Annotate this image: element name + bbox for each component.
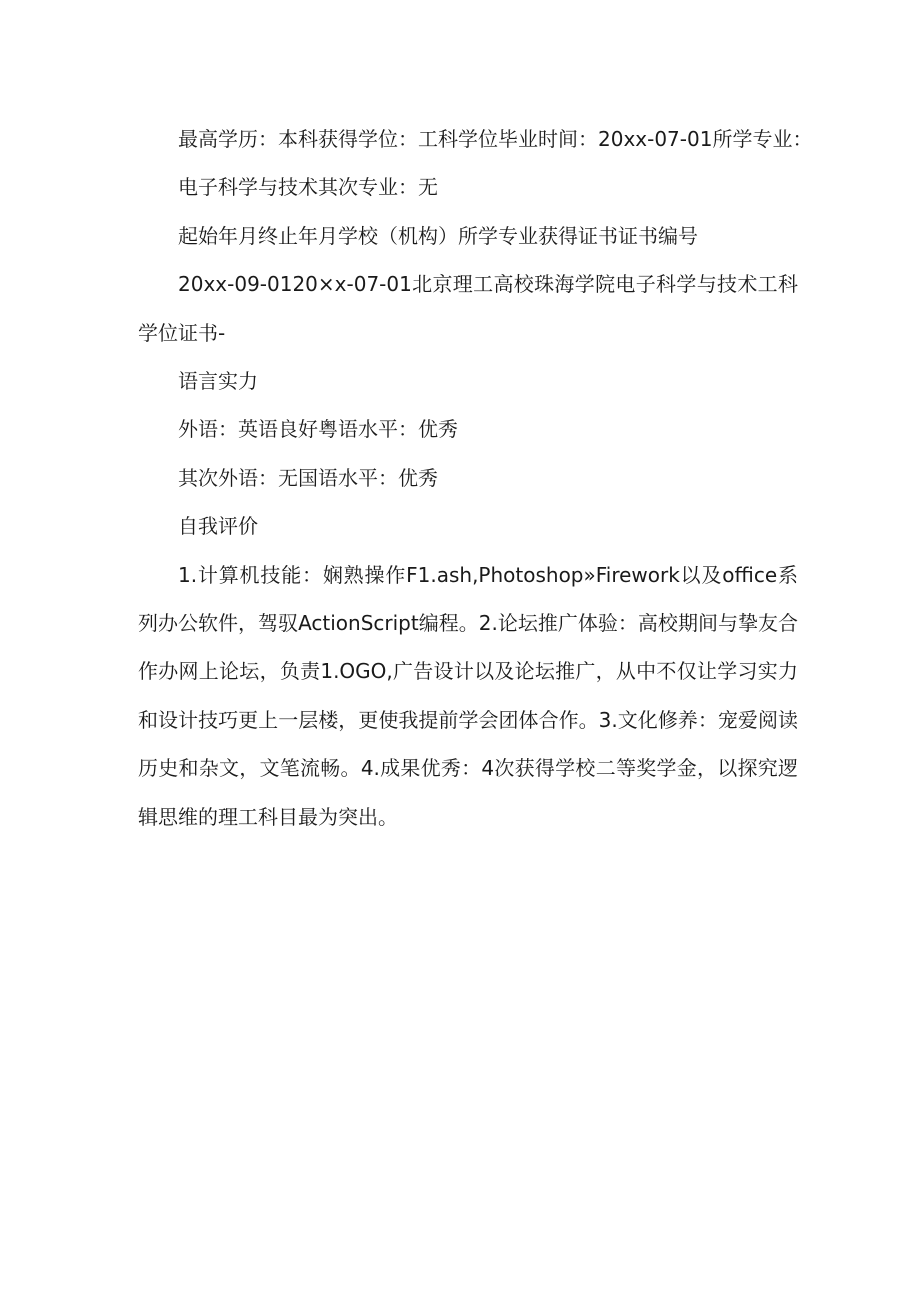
foreign-language-line: 外语：英语良好粤语水平：优秀 bbox=[178, 417, 458, 442]
language-heading: 语言实力 bbox=[178, 369, 258, 394]
education-degree-line: 最高学历：本科获得学位：工科学位毕业时间：20xx-07-01所学专业： bbox=[178, 127, 813, 151]
self-evaluation-heading: 自我评价 bbox=[178, 514, 258, 539]
education-major-line: 电子科学与技术其次专业：无 bbox=[178, 175, 438, 200]
education-record: 20xx-09-0120×x-07-01北京理工高校珠海学院电子科学与技术工科学位证书- bbox=[138, 272, 798, 345]
education-table-header: 起始年月终止年月学校（机构）所学专业获得证书证书编号 bbox=[178, 223, 698, 248]
second-foreign-language-line: 其次外语：无国语水平：优秀 bbox=[178, 465, 438, 490]
self-evaluation-body: 1.计算机技能：娴熟操作F1.ash,Photoshop»Firework以及office系列办公软件，驾驭ActionScript编程。2.论坛推广体验：高校期间与挚友合作办网上论坛，负责1.OGO,广告设计以及论坛推广，从中不仅让学习实力和设计技巧更上一层楼，更使我提前学会团体合作。3.文化修养：宠爱阅读历史和杂文，文笔流畅。4.成果优秀：4次获得学校二等奖学金，以探究逻辑思维的理工科目最为突出。 bbox=[138, 562, 798, 829]
resume-content bbox=[138, 115, 813, 841]
